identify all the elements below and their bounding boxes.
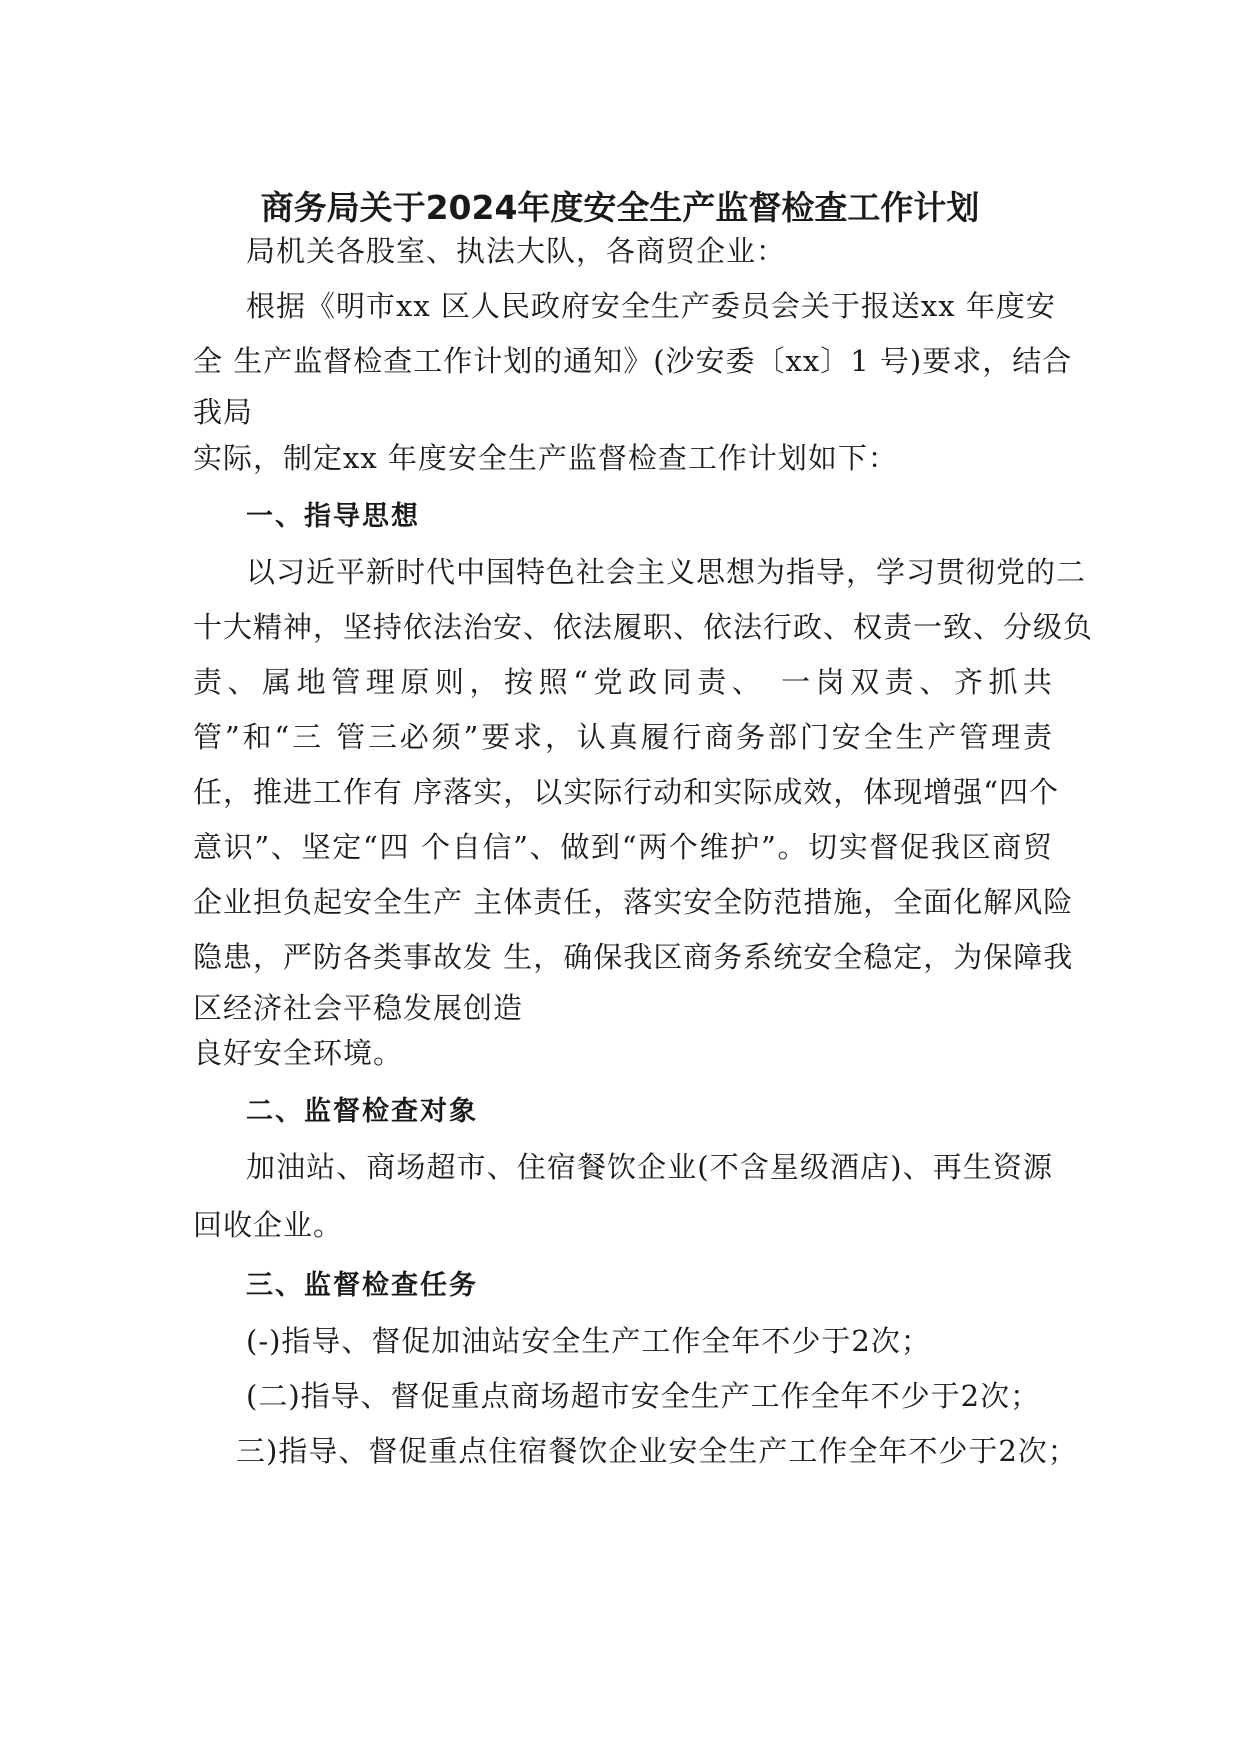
section-1-line-3: 责、属地管理原则，按照“党政同责、 一岗双责、齐抓共: [193, 665, 1053, 699]
section-1-line-2: 十大精神，坚持依法治安、依法履职、依法行政、权责一致、分级负: [193, 610, 1094, 644]
section-2-line-2: 回收企业。: [193, 1208, 344, 1242]
section-3-line-1: (-)指导、督促加油站安全生产工作全年不少于2次；: [246, 1324, 931, 1358]
section-1-line-6: 意识”、坚定“四 个自信”、做到“两个维护”。切实督促我区商贸: [193, 830, 1053, 864]
salutation: 局机关各股室、执法大队，各商贸企业：: [246, 234, 787, 268]
section-3-heading: 三、监督检查任务: [246, 1270, 478, 1301]
section-1-line-1: 以习近平新时代中国特色社会主义思想为指导，学习贯彻党的二: [246, 555, 1087, 589]
section-1-line-4: 管”和“三 管三必须”要求，认真履行商务部门安全生产管理责: [193, 720, 1053, 754]
section-1-line-9: 区经济社会平稳发展创造: [193, 991, 524, 1025]
section-2-line-1: 加油站、商场超市、住宿餐饮企业(不含星级酒店)、再生资源: [246, 1150, 1053, 1184]
section-1-line-7: 企业担负起安全生产 主体责任，落实安全防范措施，全面化解风险: [193, 885, 1074, 919]
section-1-line-8: 隐患，严防各类事故发 生，确保我区商务系统安全稳定，为保障我: [193, 940, 1074, 974]
intro-line-4: 实际，制定xx 年度安全生产监督检查工作计划如下：: [193, 441, 898, 475]
intro-line-2: 全 生产监督检查工作计划的通知》(沙安委〔xx〕1 号)要求，结合: [193, 344, 1073, 378]
intro-line-1: 根据《明市xx 区人民政府安全生产委员会关于报送xx 年度安: [246, 289, 1056, 323]
section-2-heading: 二、监督检查对象: [246, 1096, 478, 1127]
section-1-line-10: 良好安全环境。: [193, 1036, 404, 1070]
section-3-line-2: (二)指导、督促重点商场超市安全生产工作全年不少于2次；: [246, 1379, 1041, 1413]
section-1-heading: 一、指导思想: [246, 501, 420, 532]
section-3-line-3: 三)指导、督促重点住宿餐饮企业安全生产工作全年不少于2次；: [236, 1434, 1078, 1468]
document-title: 商务局关于2024年度安全生产监督检查工作计划: [260, 188, 980, 227]
section-1-line-5: 任，推进工作有 序落实，以实际行动和实际成效，体现增强“四个: [193, 775, 1060, 809]
intro-line-3: 我局: [193, 395, 254, 429]
